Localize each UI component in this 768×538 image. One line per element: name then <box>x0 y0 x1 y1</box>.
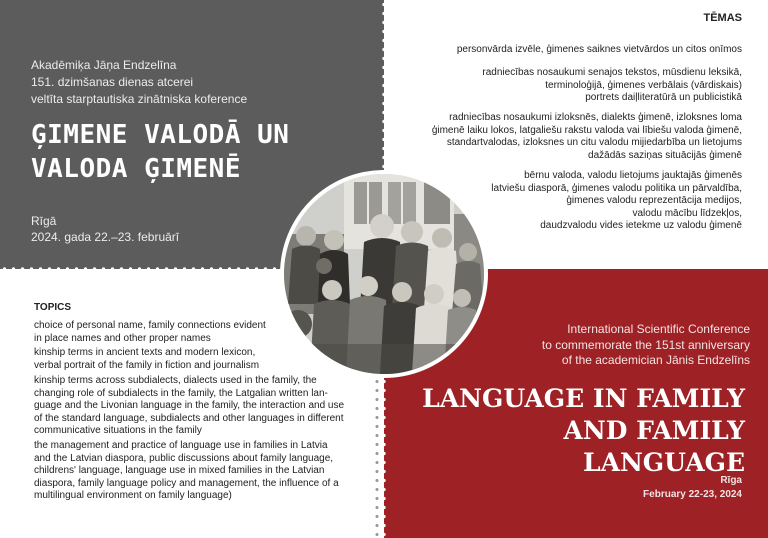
english-date: February 22-23, 2024 <box>643 489 742 500</box>
temas-line: ģimenes valodu reprezentācija medijos, <box>566 195 742 206</box>
photo-frame <box>280 170 488 378</box>
temas-item <box>412 67 742 105</box>
topic-item <box>34 375 379 438</box>
topic-line: and the Latvian diaspora, public discussions about family language, <box>34 452 334 464</box>
temas-line: latviešu diasporā, ģimenes valodu politika un pārvaldība, <box>491 182 742 194</box>
topic-line: diaspora, family language policy and management, the influence of a <box>34 477 339 489</box>
topic-line: verbal portrait of the family in fiction and journalism <box>34 359 260 371</box>
english-intro-line: of the academician Jānis Endzelīns <box>561 353 750 367</box>
english-title <box>400 383 745 479</box>
latvian-title <box>31 118 331 186</box>
topic-line: communicative situations in the family <box>34 425 202 436</box>
topic-line: multilingual environment on family language) <box>34 490 232 501</box>
temas-item <box>412 44 742 57</box>
topic-line: choice of personal name, family connections evident <box>34 320 266 331</box>
latvian-intro-line: Akadēmiķa Jāņa Endzelīna <box>31 58 177 72</box>
temas-line: terminoloģijā, ģimenes verbālais (vārdiskais) <box>545 79 742 91</box>
temas-line: valodu mācību līdzekļos, <box>632 207 742 219</box>
topic-line: childrens' language, language use in mixed families in the Latvian <box>34 465 325 476</box>
latvian-intro <box>31 57 331 108</box>
temas-line: standartvalodas, izloksnes un citu valodu mijiedarbība un lietojums <box>446 137 742 148</box>
topic-line: kinship terms in ancient texts and modern lexicon, <box>34 347 256 358</box>
topics-heading: TOPICS <box>34 302 72 313</box>
topic-line: of the standard language, subdialects and other languages in different <box>34 412 344 424</box>
temas-line: portrets daiļliteratūrā un publicistikā <box>585 92 742 103</box>
topic-line: the management and practice of language use in families in Latvia <box>34 440 328 451</box>
english-intro <box>520 322 750 369</box>
english-place: Rīga <box>720 475 742 486</box>
temas-item <box>397 112 742 162</box>
temas-line: personvārda izvēle, ģimenes saiknes vietvārdos un citos onīmos <box>456 44 742 55</box>
topic-item <box>34 347 359 372</box>
topic-line: in place names and other proper names <box>34 332 211 344</box>
topic-line: kinship terms across subdialects, dialects used in the family, the <box>34 375 317 386</box>
latvian-intro-line: veltīta starptautiska zinātniska koference <box>31 92 248 106</box>
topic-line: changing role of subdialects in the family, the Latgalian written lan- <box>34 387 328 399</box>
english-title-line: AND FAMILY LANGUAGE <box>563 416 745 477</box>
latvian-title-line: VALODA ĢIMENĒ <box>31 154 241 184</box>
latvian-intro-line: 151. dzimšanas dienas atcerei <box>31 75 194 89</box>
group-photo-icon <box>284 174 484 374</box>
temas-heading: TĒMAS <box>703 12 742 24</box>
temas-line: bērnu valoda, valodu lietojums jauktajās ģimenēs <box>524 170 742 181</box>
temas-line: daudzvalodu vides ietekme uz valodu ģimenē <box>540 220 742 231</box>
temas-line: radniecības nosaukumi senajos tekstos, mūsdienu leksikā, <box>482 67 742 78</box>
english-intro-line: International Scientific Conference <box>567 322 750 336</box>
temas-line: ģimenē laiku lokos, latgaliešu rakstu valoda vai lībiešu valoda ģimenē, <box>431 124 742 136</box>
temas-line: radniecības nosaukumi izloksnēs, dialekts ģimenē, izloksnes loma <box>449 112 742 123</box>
topic-item <box>34 440 359 503</box>
topic-line: guage and the Livonian language in the family, the interaction and use <box>34 400 345 411</box>
english-title-line: LANGUAGE IN FAMILY <box>422 384 745 413</box>
temas-line: dažādās saziņas situācijās ģimenē <box>588 149 742 161</box>
english-intro-line: to commemorate the 151st anniversary <box>541 337 750 352</box>
latvian-date: 2024. gada 22.–23. februārī <box>31 230 180 244</box>
latvian-place: Rīgā <box>31 214 57 228</box>
latvian-title-line: ĢIMENE VALODĀ UN <box>31 120 290 150</box>
